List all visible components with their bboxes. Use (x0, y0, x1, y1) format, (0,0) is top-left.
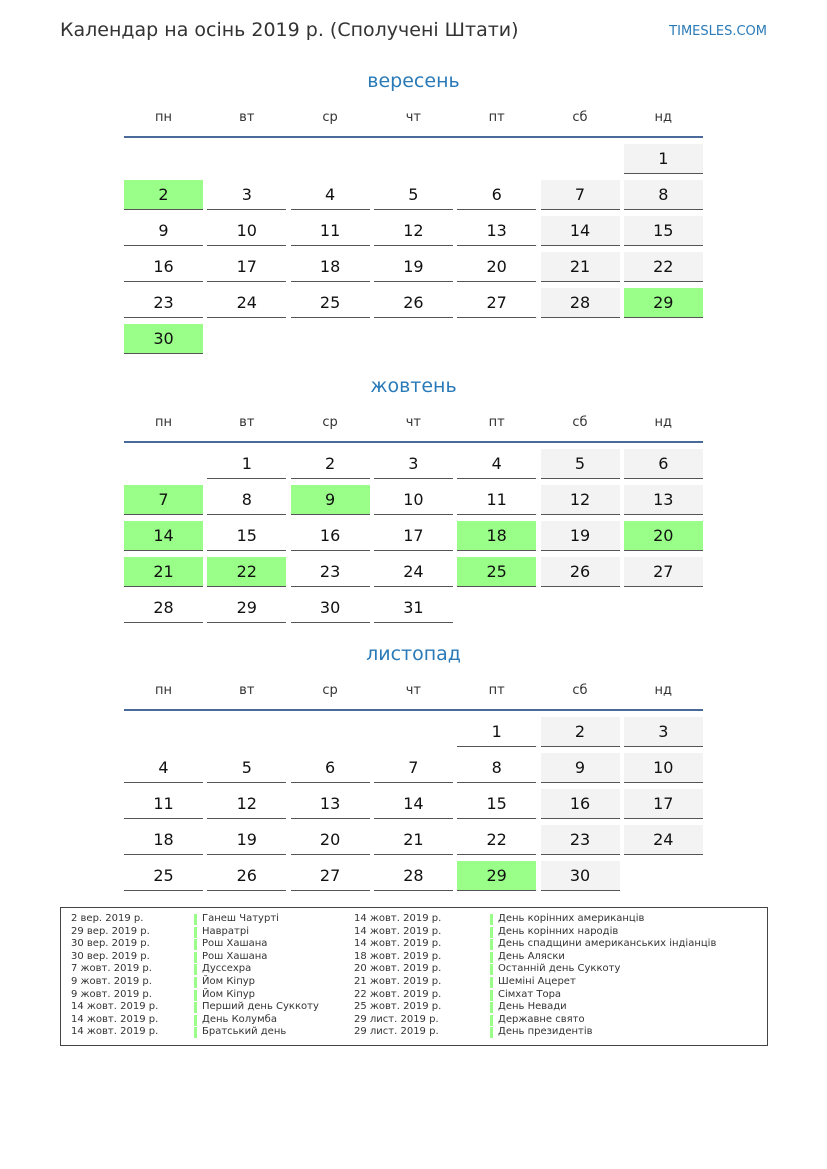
legend-date: 9 жовт. 2019 р. (71, 988, 152, 1000)
holiday-marker (194, 977, 197, 988)
day-cell[interactable]: 21 (124, 557, 203, 587)
day-cell[interactable]: 2 (541, 717, 620, 747)
holiday-marker (490, 1015, 493, 1026)
day-cell[interactable]: 31 (374, 593, 453, 623)
legend-date: 14 жовт. 2019 р. (354, 938, 442, 950)
legend-date: 22 жовт. 2019 р. (354, 988, 442, 1000)
day-cell[interactable]: 8 (624, 180, 703, 210)
legend-holiday-name: День президентів (498, 1026, 593, 1038)
legend-holiday-name: Дуссехра (202, 963, 252, 975)
day-cell[interactable]: 7 (374, 753, 453, 783)
holiday-marker (490, 990, 493, 1001)
day-cell[interactable]: 21 (374, 825, 453, 855)
day-cell[interactable]: 14 (374, 789, 453, 819)
day-cell[interactable]: 18 (124, 825, 203, 855)
weekday-header: нд (654, 415, 673, 430)
legend-holiday-name: День Невади (498, 1001, 567, 1013)
weekday-header: пт (488, 683, 505, 698)
day-cell[interactable]: 3 (207, 180, 286, 210)
weekday-header: пн (155, 110, 172, 125)
day-cell[interactable]: 17 (374, 521, 453, 551)
legend-holiday-name: Йом Кіпур (202, 976, 256, 987)
legend-holiday-name: День корінних американців (498, 913, 645, 924)
day-cell[interactable]: 20 (291, 825, 370, 855)
weekday-header: пт (488, 415, 505, 430)
day-cell[interactable]: 4 (124, 753, 203, 783)
day-cell[interactable]: 2 (124, 180, 203, 210)
day-cell[interactable]: 12 (374, 216, 453, 246)
day-cell[interactable]: 26 (541, 557, 620, 587)
day-cell[interactable]: 25 (457, 557, 536, 587)
day-cell[interactable]: 14 (541, 216, 620, 246)
day-cell[interactable]: 11 (291, 216, 370, 246)
day-cell[interactable]: 16 (291, 521, 370, 551)
day-cell[interactable]: 1 (207, 449, 286, 479)
day-cell[interactable]: 23 (291, 557, 370, 587)
legend-date: 30 вер. 2019 р. (71, 950, 150, 962)
day-cell[interactable]: 25 (124, 861, 203, 891)
legend-date: 29 лист. 2019 р. (354, 1013, 439, 1025)
day-cell[interactable]: 3 (624, 717, 703, 747)
day-cell[interactable]: 14 (124, 521, 203, 551)
weekday-header: ср (322, 110, 338, 125)
day-cell[interactable]: 4 (291, 180, 370, 210)
day-cell[interactable]: 19 (374, 252, 453, 282)
day-cell[interactable]: 13 (291, 789, 370, 819)
day-cell[interactable]: 9 (291, 485, 370, 515)
day-cell[interactable]: 7 (541, 180, 620, 210)
legend-date: 21 жовт. 2019 р. (354, 976, 442, 987)
weekday-header: пн (155, 415, 172, 430)
holiday-legend (60, 907, 768, 1046)
day-cell[interactable]: 9 (124, 216, 203, 246)
legend-date: 9 жовт. 2019 р. (71, 976, 152, 987)
day-cell[interactable]: 22 (207, 557, 286, 587)
holiday-marker (490, 1027, 493, 1038)
day-cell[interactable]: 20 (624, 521, 703, 551)
holiday-marker (194, 990, 197, 1001)
legend-date: 20 жовт. 2019 р. (354, 963, 442, 975)
month-name: вересень (367, 70, 460, 92)
day-cell[interactable]: 10 (207, 216, 286, 246)
day-cell[interactable]: 16 (541, 789, 620, 819)
day-cell[interactable]: 9 (541, 753, 620, 783)
holiday-marker (194, 927, 197, 938)
day-cell[interactable]: 16 (124, 252, 203, 282)
day-cell[interactable]: 17 (624, 789, 703, 819)
day-cell[interactable]: 6 (291, 753, 370, 783)
legend-holiday-name: Навратрі (202, 925, 249, 937)
day-cell[interactable]: 20 (457, 252, 536, 282)
legend-date: 25 жовт. 2019 р. (354, 1001, 442, 1013)
holiday-marker (490, 964, 493, 975)
day-cell[interactable]: 30 (541, 861, 620, 891)
legend-date: 14 жовт. 2019 р. (71, 1026, 159, 1038)
day-cell[interactable]: 26 (207, 861, 286, 891)
legend-holiday-name: Державне свято (498, 1013, 585, 1025)
day-cell[interactable]: 15 (207, 521, 286, 551)
legend-date: 14 жовт. 2019 р. (354, 925, 442, 937)
day-cell[interactable]: 7 (124, 485, 203, 515)
weekday-header: сб (572, 683, 588, 698)
day-cell[interactable]: 24 (624, 825, 703, 855)
holiday-marker (490, 927, 493, 938)
holiday-marker (194, 1015, 197, 1026)
day-cell[interactable]: 17 (207, 252, 286, 282)
holiday-marker (194, 964, 197, 975)
day-cell[interactable]: 29 (207, 593, 286, 623)
day-cell[interactable]: 24 (374, 557, 453, 587)
legend-date: 7 жовт. 2019 р. (71, 963, 152, 975)
legend-holiday-name: День Колумба (202, 1013, 277, 1025)
day-cell[interactable]: 21 (541, 252, 620, 282)
legend-date: 14 жовт. 2019 р. (354, 913, 442, 924)
holiday-marker (194, 914, 197, 925)
day-cell[interactable]: 27 (624, 557, 703, 587)
weekday-header: вт (239, 683, 255, 698)
holiday-marker (194, 952, 197, 963)
legend-holiday-name: День Аляски (498, 950, 565, 962)
legend-date: 18 жовт. 2019 р. (354, 950, 442, 962)
day-cell[interactable]: 11 (457, 485, 536, 515)
day-cell[interactable]: 29 (457, 861, 536, 891)
legend-holiday-name: Йом Кіпур (202, 988, 256, 1000)
header-divider (124, 709, 703, 711)
holiday-marker (490, 914, 493, 925)
day-cell[interactable]: 4 (457, 449, 536, 479)
holiday-marker (490, 952, 493, 963)
holiday-marker (490, 939, 493, 950)
weekday-header: вт (239, 110, 255, 125)
month-name: жовтень (370, 375, 457, 397)
holiday-marker (194, 1002, 197, 1013)
day-cell[interactable]: 24 (207, 288, 286, 318)
holiday-marker (490, 977, 493, 988)
day-cell[interactable]: 1 (457, 717, 536, 747)
day-cell[interactable]: 28 (124, 593, 203, 623)
day-cell[interactable]: 18 (291, 252, 370, 282)
site-link[interactable]: TIMESLES.COM (669, 24, 767, 39)
weekday-header: ср (322, 415, 338, 430)
day-cell[interactable]: 8 (457, 753, 536, 783)
holiday-marker (194, 1027, 197, 1038)
day-cell[interactable]: 5 (374, 180, 453, 210)
day-cell[interactable]: 28 (374, 861, 453, 891)
day-cell[interactable]: 26 (374, 288, 453, 318)
weekday-header: чт (405, 683, 422, 698)
legend-holiday-name: День корінних народів (498, 925, 619, 937)
weekday-header: чт (405, 110, 422, 125)
day-cell[interactable]: 30 (124, 324, 203, 354)
legend-holiday-name: Рош Хашана (202, 950, 268, 962)
day-cell[interactable]: 1 (624, 144, 703, 174)
legend-holiday-name: Ганеш Чатурті (202, 913, 279, 924)
weekday-header: ср (322, 683, 338, 698)
day-cell[interactable]: 19 (207, 825, 286, 855)
day-cell[interactable]: 19 (541, 521, 620, 551)
day-cell[interactable]: 27 (291, 861, 370, 891)
weekday-header: сб (572, 110, 588, 125)
header-divider (124, 441, 703, 443)
legend-holiday-name: Братський день (202, 1026, 287, 1038)
legend-date: 29 лист. 2019 р. (354, 1026, 439, 1038)
day-cell[interactable]: 23 (541, 825, 620, 855)
weekday-header: сб (572, 415, 588, 430)
weekday-header: пт (488, 110, 505, 125)
weekday-header: нд (654, 110, 673, 125)
day-cell[interactable]: 12 (207, 789, 286, 819)
legend-holiday-name: Перший день Суккоту (202, 1001, 319, 1013)
legend-date: 14 жовт. 2019 р. (71, 1001, 159, 1013)
day-cell[interactable]: 6 (457, 180, 536, 210)
day-cell[interactable]: 11 (124, 789, 203, 819)
legend-date: 30 вер. 2019 р. (71, 938, 150, 950)
holiday-marker (194, 939, 197, 950)
day-cell[interactable]: 29 (624, 288, 703, 318)
day-cell[interactable]: 27 (457, 288, 536, 318)
day-cell[interactable]: 28 (541, 288, 620, 318)
weekday-header: пн (155, 683, 172, 698)
legend-date: 2 вер. 2019 р. (71, 913, 144, 924)
day-cell[interactable]: 12 (541, 485, 620, 515)
day-cell[interactable]: 10 (624, 753, 703, 783)
day-cell[interactable]: 18 (457, 521, 536, 551)
header-divider (124, 136, 703, 138)
page-title: Календар на осінь 2019 р. (Сполучені Штати) (60, 19, 519, 41)
legend-holiday-name: Останній день Суккоту (498, 963, 621, 975)
day-cell[interactable]: 2 (291, 449, 370, 479)
day-cell[interactable]: 10 (374, 485, 453, 515)
day-cell[interactable]: 5 (541, 449, 620, 479)
legend-date: 14 жовт. 2019 р. (71, 1013, 159, 1025)
day-cell[interactable]: 22 (457, 825, 536, 855)
day-cell[interactable]: 23 (124, 288, 203, 318)
day-cell[interactable]: 13 (624, 485, 703, 515)
holiday-marker (490, 1002, 493, 1013)
month-name: листопад (366, 643, 461, 665)
day-cell[interactable]: 13 (457, 216, 536, 246)
weekday-header: вт (239, 415, 255, 430)
weekday-header: чт (405, 415, 422, 430)
day-cell[interactable]: 22 (624, 252, 703, 282)
day-cell[interactable]: 5 (207, 753, 286, 783)
day-cell[interactable]: 8 (207, 485, 286, 515)
day-cell[interactable]: 25 (291, 288, 370, 318)
day-cell[interactable]: 30 (291, 593, 370, 623)
weekday-header: нд (654, 683, 673, 698)
day-cell[interactable]: 3 (374, 449, 453, 479)
legend-date: 29 вер. 2019 р. (71, 925, 150, 937)
legend-holiday-name: Сімхат Тора (498, 988, 562, 1000)
day-cell[interactable]: 15 (457, 789, 536, 819)
legend-holiday-name: День спадщини американських індіанців (498, 938, 717, 950)
day-cell[interactable]: 15 (624, 216, 703, 246)
day-cell[interactable]: 6 (624, 449, 703, 479)
legend-holiday-name: Рош Хашана (202, 938, 268, 950)
legend-holiday-name: Шеміні Ацерет (498, 976, 576, 987)
